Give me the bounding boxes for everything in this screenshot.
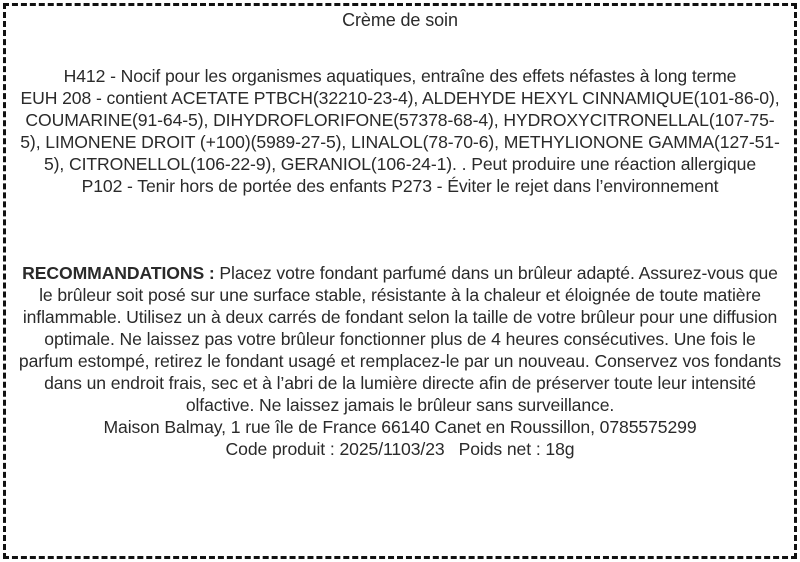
recommendations-section <box>0 262 800 460</box>
product-title: Crème de soin <box>342 10 458 30</box>
product-code: Code produit : 2025/1103/23 <box>225 439 445 459</box>
precautionary-statements: P102 - Tenir hors de portée des enfants P273 - Éviter le rejet dans l’environnement <box>81 176 719 196</box>
net-weight: Poids net : 18g <box>458 439 575 459</box>
recommendations-text <box>19 263 781 415</box>
hazard-euh208: EUH 208 - contient ACETATE PTBCH(32210-23-4), ALDEHYDE HEXYL CINNAMIQUE(101-86-0), COUMARINE(91-64-5), DIHYDROFLORIFONE(57378-68-4), HYDROXYCITRONELLAL(107-75-5), LIMONENE DROIT (+100)(5989-27-5), LINALOL(78-70-6), METHYLIONONE GAMMA(127-51-5), CITRONELLOL(106-22-9), GERANIOL(106-24-1). . Peut produire une réaction allergique <box>20 88 780 174</box>
recommendations-body: Placez votre fondant parfumé dans un brûleur adapté. Assurez-vous que le brûleur soit posé sur une surface stable, résistante à la chaleur et éloignée de toute matière inflammable. Utilisez un à deux carrés de fondant selon la taille de votre brûleur pour une diffusion optimale. Ne laissez pas votre brûleur fonctionner plus de 4 heures consécutives. Une fois le parfum estompé, retirez le fondant usagé et remplacez-le par un nouveau. Conservez vos fondants dans un endroit frais, sec et à l’abri de la lumière directe afin de préserver toute leur intensité olfactive. Ne laissez jamais le brûleur sans surveillance. <box>18 263 782 415</box>
product-info-line <box>16 438 784 460</box>
hazard-h412: H412 - Nocif pour les organismes aquatiques, entraîne des effets néfastes à long terme <box>63 66 737 86</box>
hazard-statements <box>0 65 800 197</box>
recommendations-heading: RECOMMANDATIONS : <box>22 263 215 283</box>
manufacturer-address: Maison Balmay, 1 rue île de France 66140 Canet en Roussillon, 0785575299 <box>103 417 697 437</box>
